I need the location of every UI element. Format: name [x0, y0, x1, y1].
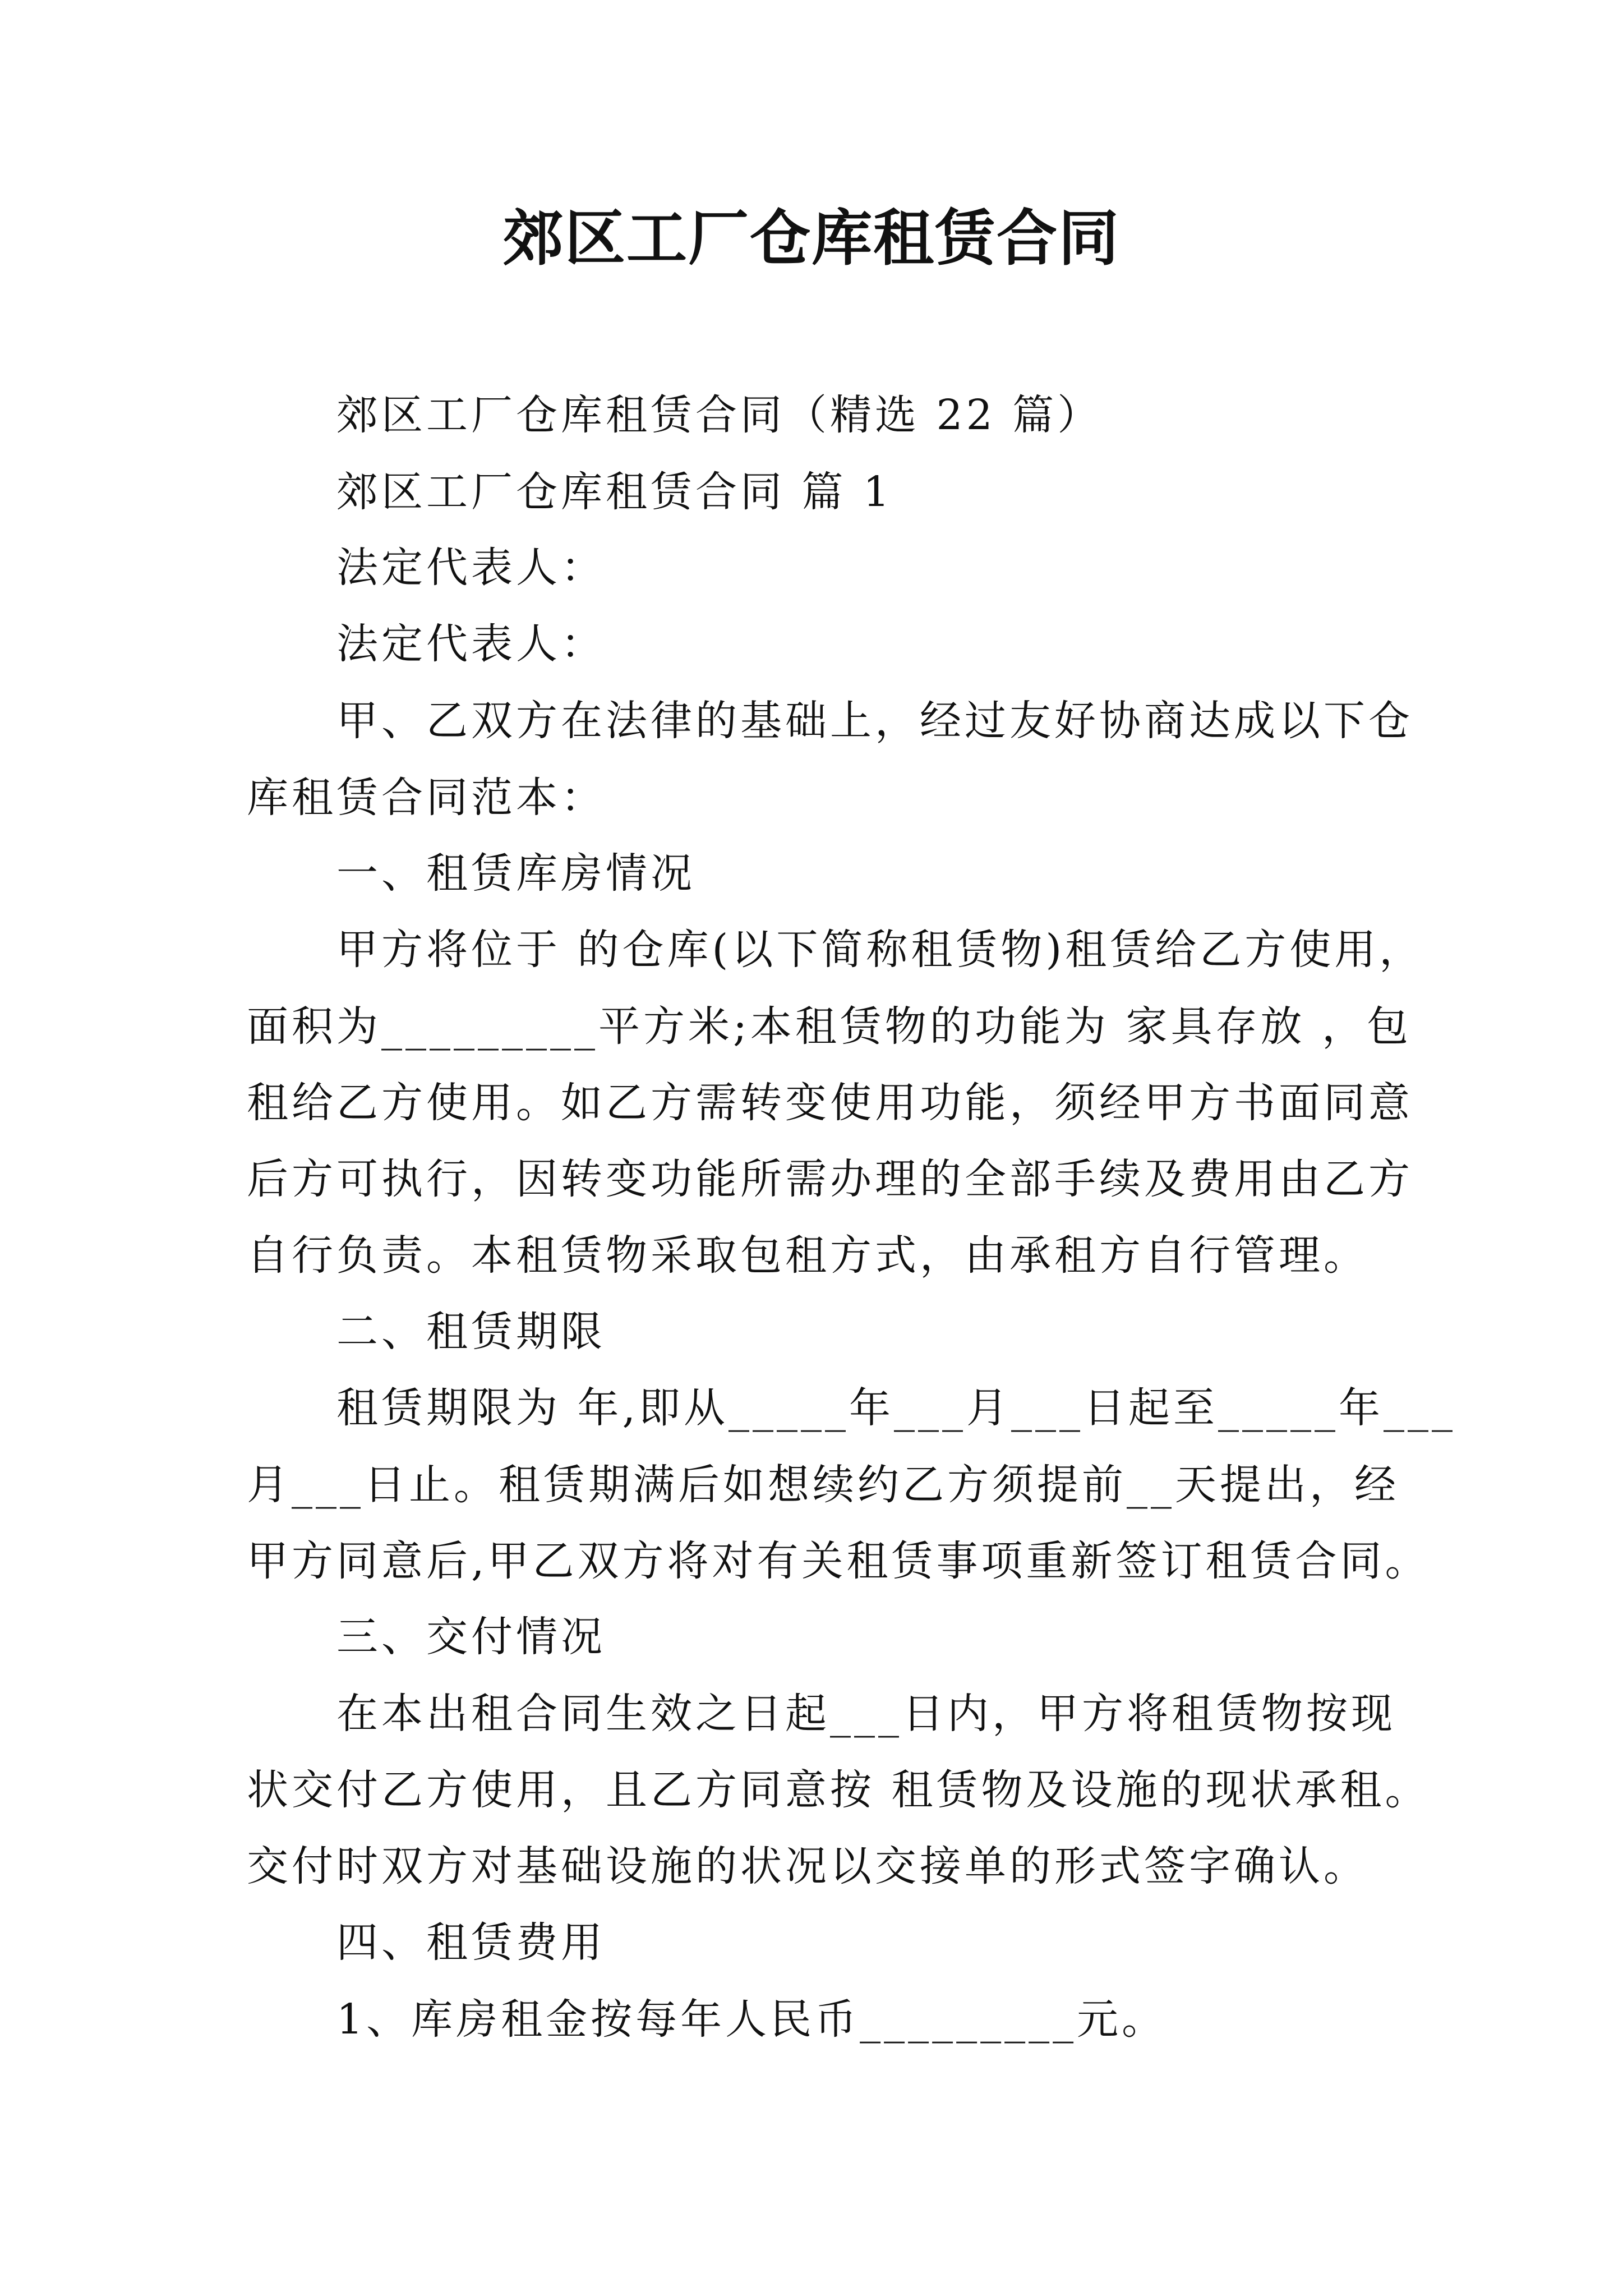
paragraph-line: 自行负责。本租赁物采取包租方式，由承租方自行管理。 [247, 1231, 1368, 1280]
paragraph-line: 后方可执行，因转变功能所需办理的全部手续及费用由乙方 [247, 1155, 1413, 1203]
paragraph-line: 租赁期限为 年,即从_____年___月___日起至_____年___ [336, 1384, 1456, 1432]
paragraph-line: 在本出租合同生效之日起___日内，甲方将租赁物按现 [336, 1690, 1396, 1738]
clause-heading: 一、租赁库房情况 [336, 849, 695, 898]
paragraph-line: 库租赁合同范本： [247, 774, 606, 822]
paragraph-line: 甲方同意后,甲乙双方将对有关租赁事项重新签订租赁合同。 [247, 1537, 1430, 1585]
paragraph-line: 月___日止。租赁期满后如想续约乙方须提前__天提出，经 [247, 1461, 1399, 1509]
paragraph-line: 面积为_________平方米;本租赁物的功能为 家具存放 ，包 [247, 1002, 1412, 1051]
paragraph-line: 租给乙方使用。如乙方需转变使用功能，须经甲方书面同意 [247, 1079, 1413, 1127]
document-title: 郊区工厂仓库租赁合同 [502, 203, 1120, 274]
clause-heading: 二、租赁期限 [336, 1308, 606, 1356]
clause-heading: 三、交付情况 [336, 1613, 606, 1661]
paragraph-line: 甲、乙双方在法律的基础上，经过友好协商达成以下仓 [336, 697, 1413, 745]
party-b-rep-line: 法定代表人： [336, 620, 606, 668]
clause-heading: 四、租赁费用 [336, 1918, 606, 1967]
paragraph-line: 1、库房租金按每年人民币_________元。 [336, 1995, 1167, 2044]
section-heading: 郊区工厂仓库租赁合同 篇 1 [336, 468, 893, 516]
party-a-rep-line: 法定代表人： [336, 544, 606, 592]
paragraph-line: 交付时双方对基础设施的状况以交接单的形式签字确认。 [247, 1842, 1368, 1890]
paragraph-line: 状交付乙方使用，且乙方同意按 租赁物及设施的现状承租。 [247, 1766, 1430, 1814]
subtitle-line: 郊区工厂仓库租赁合同（精选 22 篇） [336, 391, 1103, 439]
paragraph-line: 甲方将位于 的仓库(以下简称租赁物)租赁给乙方使用， [336, 926, 1424, 974]
